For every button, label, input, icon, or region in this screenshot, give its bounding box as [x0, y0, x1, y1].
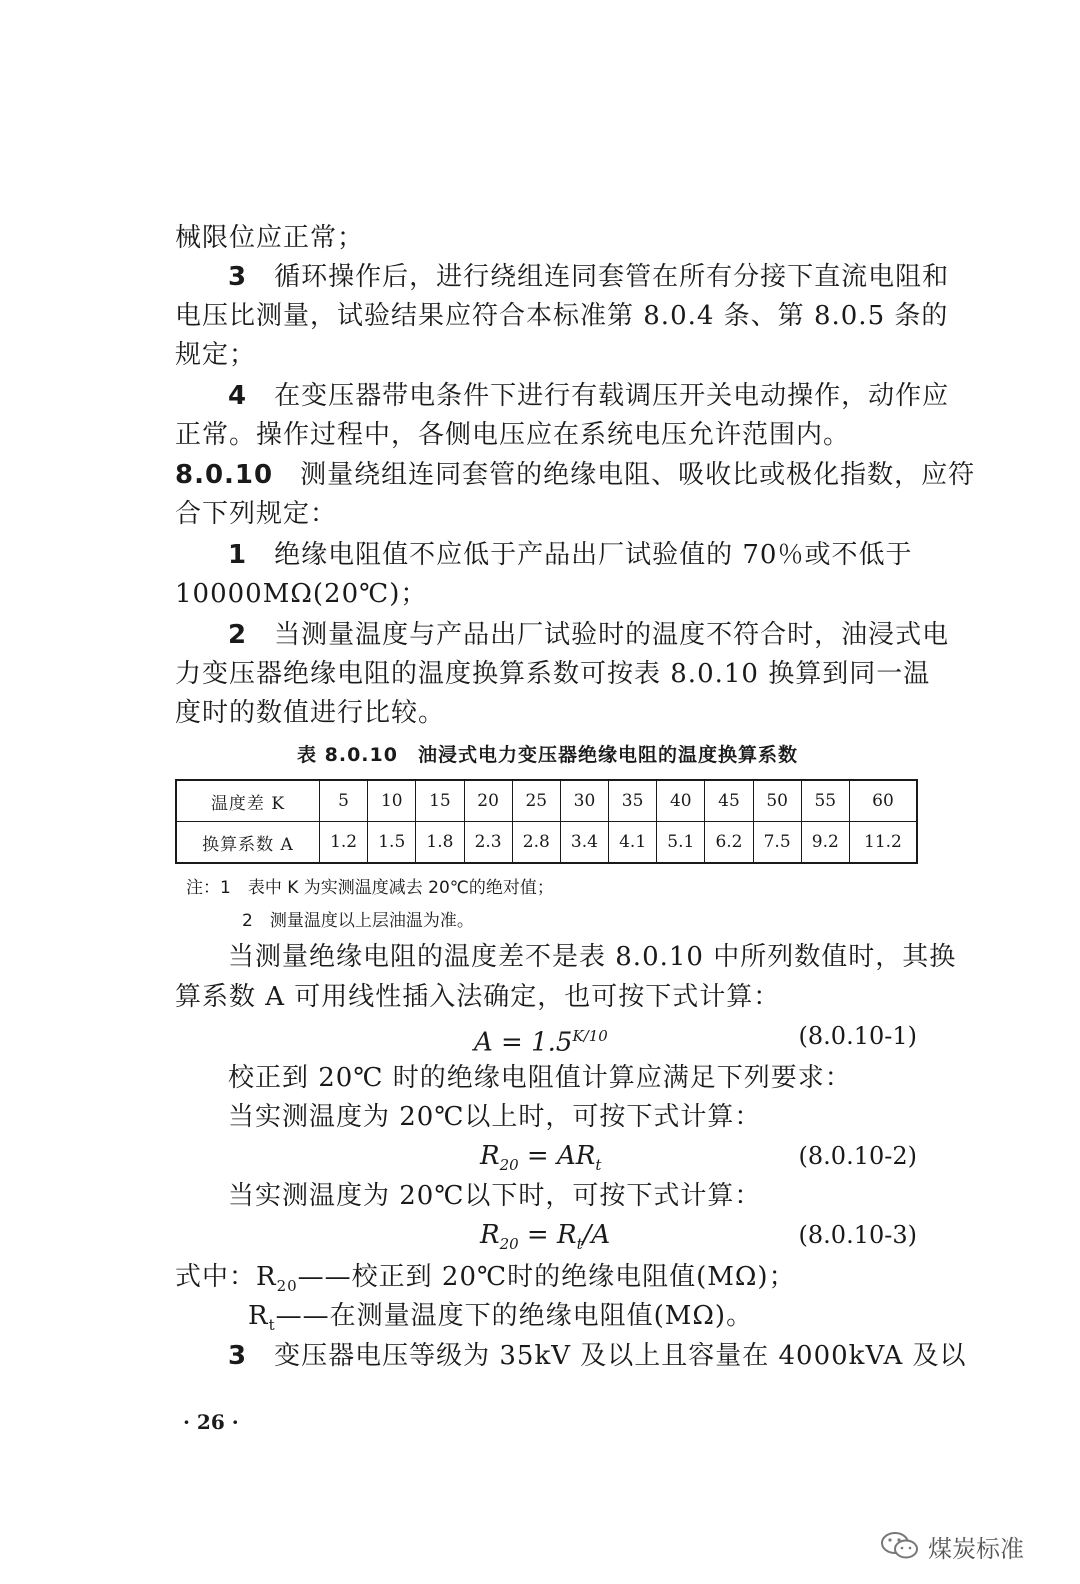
definition-line [248, 1298, 993, 1343]
formula-number: (8.0.10-1) [798, 1022, 917, 1050]
table-cell: 11.2 [849, 822, 917, 864]
table-cell: 30 [560, 780, 608, 822]
item-1-line [228, 537, 920, 573]
table-cell: 35 [609, 780, 657, 822]
table-cell: 6.2 [705, 822, 753, 864]
watermark-text: 煤炭标准 [928, 1534, 1024, 1563]
table-cell: 9.2 [801, 822, 849, 864]
item-number: 1 [228, 540, 248, 570]
formula-symbol: = AR [518, 1141, 596, 1171]
definition-text: ——在测量温度下的绝缘电阻值(MΩ)。 [275, 1301, 754, 1331]
item-text: 当测量温度与产品出厂试验时的温度不符合时，油浸式电 [274, 620, 950, 650]
formula-lhs: A = 1.5 [474, 1027, 573, 1058]
formula-3 [480, 1217, 610, 1262]
text-line: 当实测温度为 20℃以上时，可按下式计算： [228, 1102, 762, 1132]
item-number: 3 [228, 1341, 248, 1371]
formula-symbol: /A [582, 1220, 611, 1250]
table-cell: 4.1 [609, 822, 657, 864]
item-3-line [228, 1338, 967, 1374]
text-line: 电压比测量，试验结果应符合本标准第 8.0.4 条、第 8.0.5 条的 [175, 301, 949, 331]
table-cell: 7.5 [753, 822, 801, 864]
formula-subscript: 20 [499, 1235, 519, 1254]
text-line: 度时的数值进行比较。 [175, 698, 446, 728]
table-cell: 55 [801, 780, 849, 822]
formula-subscript: t [595, 1156, 602, 1175]
table-cell: 2.8 [512, 822, 560, 864]
text-line: 当实测温度为 20℃以下时，可按下式计算： [228, 1181, 762, 1211]
clause-number: 8.0.10 [175, 460, 274, 490]
formula-number: (8.0.10-3) [798, 1221, 917, 1249]
item-number: 3 [228, 262, 248, 292]
item-4-line [228, 378, 950, 414]
formula-symbol: R [480, 1141, 500, 1171]
text-line: 当测量绝缘电阻的温度差不是表 8.0.10 中所列数值时，其换 [228, 942, 957, 972]
formula-2 [480, 1138, 601, 1183]
item-text: 绝缘电阻值不应低于产品出厂试验值的 70％或不低于 [274, 540, 913, 570]
table-cell: 40 [657, 780, 705, 822]
wechat-icon [880, 1530, 920, 1562]
text-line: 校正到 20℃ 时的绝缘电阻值计算应满足下列要求： [228, 1063, 852, 1093]
table-cell: 20 [464, 780, 512, 822]
text-line: 规定； [175, 340, 257, 370]
table-note-2: 2 测量温度以上层油温为准。 [242, 911, 474, 931]
definition-symbol: R [248, 1301, 269, 1331]
item-text: 循环操作后，进行绕组连同套管在所有分接下直流电阻和 [274, 262, 950, 292]
formula-symbol: R [480, 1220, 500, 1250]
item-number: 2 [228, 620, 248, 650]
table-cell: 5 [320, 780, 368, 822]
text-line: 合下列规定： [175, 499, 338, 529]
formula-subscript: 20 [499, 1156, 519, 1175]
conversion-table [175, 779, 918, 864]
table-cell: 1.2 [320, 822, 368, 864]
formula-symbol: = R [518, 1220, 577, 1250]
formula-subscript: t [576, 1235, 583, 1254]
text-line: 算系数 A 可用线性插入法确定，也可按下式计算： [175, 982, 781, 1012]
table-cell: 3.4 [560, 822, 608, 864]
table-cell: 1.5 [368, 822, 416, 864]
row-header: 温度差 K [176, 780, 320, 822]
text-line: 正常。操作过程中，各侧电压应在系统电压允许范围内。 [175, 420, 851, 450]
item-3-line [228, 259, 950, 295]
item-text: 在变压器带电条件下进行有载调压开关电动操作，动作应 [274, 381, 950, 411]
table-row-a [176, 822, 917, 864]
clause-line [175, 457, 976, 493]
text-line: 械限位应正常； [175, 223, 365, 253]
definition-subscript: t [268, 1316, 276, 1335]
table-cell: 1.8 [416, 822, 464, 864]
table-cell: 60 [849, 780, 917, 822]
item-2-line [228, 617, 950, 653]
formula-number: (8.0.10-2) [798, 1142, 917, 1170]
table-caption: 表 8.0.10 油浸式电力变压器绝缘电阻的温度换算系数 [297, 744, 798, 766]
item-number: 4 [228, 381, 248, 411]
definition-text: ——校正到 20℃时的绝缘电阻值(MΩ)； [297, 1262, 796, 1292]
row-header: 换算系数 A [176, 822, 320, 864]
table-cell: 5.1 [657, 822, 705, 864]
table-cell: 15 [416, 780, 464, 822]
table-cell: 45 [705, 780, 753, 822]
definition-subscript: 20 [276, 1277, 298, 1296]
formula-exponent: K/10 [572, 1027, 608, 1045]
table-cell: 2.3 [464, 822, 512, 864]
table-row-k [176, 780, 917, 822]
table-note-1: 注：1 表中 K 为实测温度减去 20℃的绝对值； [186, 878, 554, 898]
formula-1 [474, 1018, 608, 1061]
definition-symbol: 式中：R [175, 1262, 277, 1292]
table-cell: 25 [512, 780, 560, 822]
text-line: 力变压器绝缘电阻的温度换算系数可按表 8.0.10 换算到同一温 [175, 659, 931, 689]
text-line: 10000MΩ(20℃)； [175, 579, 428, 609]
table-cell: 10 [368, 780, 416, 822]
table-cell: 50 [753, 780, 801, 822]
clause-text: 测量绕组连同套管的绝缘电阻、吸收比或极化指数，应符 [300, 460, 976, 490]
page-number: · 26 · [183, 1410, 239, 1434]
item-text: 变压器电压等级为 35kV 及以上且容量在 4000kVA 及以 [274, 1341, 967, 1371]
watermark [880, 1528, 1024, 1564]
